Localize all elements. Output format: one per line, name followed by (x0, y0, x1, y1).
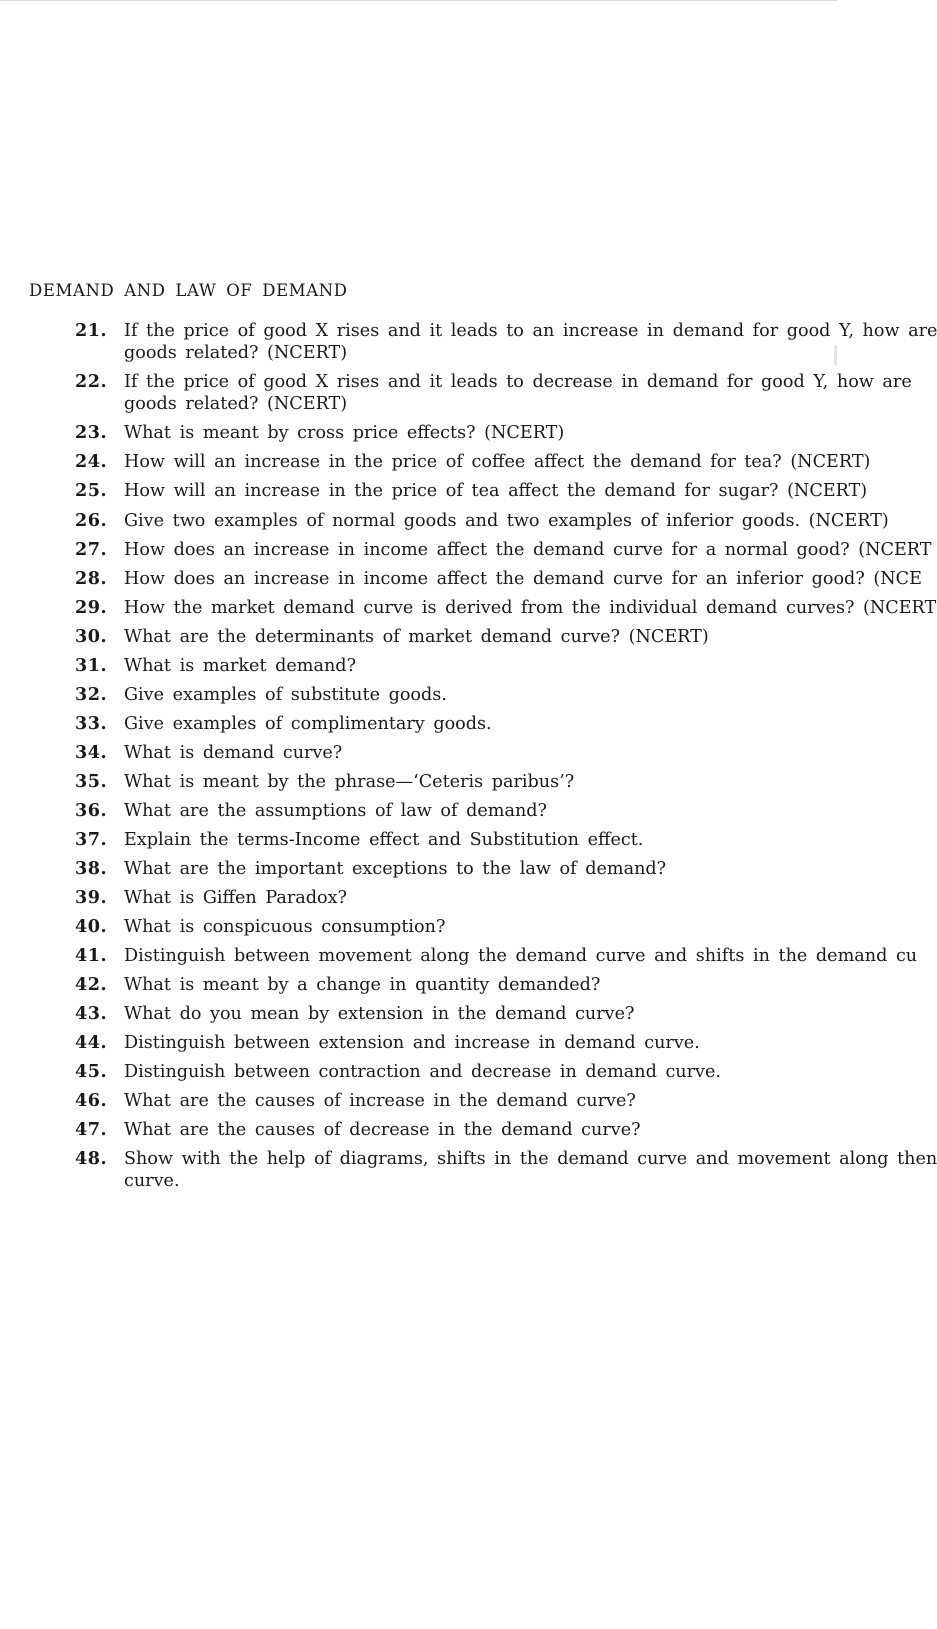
question-text: What is conspicuous consumption? (124, 917, 446, 937)
question-number: 24. (75, 451, 108, 472)
question-text: What are the determinants of market demand curve? (NCERT) (124, 627, 709, 647)
question-text: Give two examples of normal goods and two examples of inferior goods. (NCERT) (124, 511, 889, 531)
question-text (124, 371, 912, 415)
question-number: 23. (75, 422, 108, 443)
question-number: 27. (75, 539, 108, 560)
question-number: 31. (75, 655, 108, 676)
question-text: What is market demand? (124, 656, 357, 676)
question-text-line: If the price of good X rises and it leads to decrease in demand for good Y, how are (124, 372, 912, 392)
question-text-line: goods related? (NCERT) (124, 343, 348, 363)
question-text: What do you mean by extension in the demand curve? (124, 1004, 635, 1024)
question-text: What are the causes of increase in the demand curve? (124, 1091, 636, 1111)
question-text: How will an increase in the price of tea affect the demand for sugar? (NCERT) (124, 481, 868, 501)
question-text: How does an increase in income affect the demand curve for an inferior good? (NCE (124, 569, 922, 589)
question-text: Give examples of substitute goods. (124, 685, 447, 705)
question-text-line: If the price of good X rises and it leads to an increase in demand for good Y, how are (124, 321, 937, 341)
question-number: 46. (75, 1090, 108, 1111)
question-number: 41. (75, 945, 108, 966)
question-text: How the market demand curve is derived from the individual demand curves? (NCERT (124, 598, 937, 618)
question-number: 39. (75, 887, 108, 908)
question-text: What is demand curve? (124, 743, 343, 763)
question-number: 40. (75, 916, 108, 937)
question-number: 34. (75, 742, 108, 763)
question-number: 38. (75, 858, 108, 879)
question-number: 36. (75, 800, 108, 821)
question-text (124, 320, 937, 364)
question-text: What is meant by a change in quantity demanded? (124, 975, 601, 995)
question-text: Distinguish between contraction and decrease in demand curve. (124, 1062, 721, 1082)
question-number: 47. (75, 1119, 108, 1140)
question-number: 29. (75, 597, 108, 618)
question-number: 48. (75, 1148, 108, 1169)
question-text: Distinguish between extension and increase in demand curve. (124, 1033, 700, 1053)
question-text-line: Show with the help of diagrams, shifts in the demand curve and movement along then (124, 1149, 937, 1169)
question-number: 22. (75, 371, 108, 392)
running-head: DEMAND AND LAW OF DEMAND (29, 281, 348, 300)
question-number: 45. (75, 1061, 108, 1082)
question-number: 44. (75, 1032, 108, 1053)
question-text: Give examples of complimentary goods. (124, 714, 492, 734)
question-number: 43. (75, 1003, 108, 1024)
question-text-line: goods related? (NCERT) (124, 394, 348, 414)
question-text: What is Giffen Paradox? (124, 888, 347, 908)
question-text: What is meant by the phrase—‘Ceteris paribus’? (124, 772, 575, 792)
question-text-line: curve. (124, 1171, 180, 1191)
question-text (124, 1148, 937, 1192)
question-number: 30. (75, 626, 108, 647)
question-text: What are the assumptions of law of demand? (124, 801, 547, 821)
question-number: 25. (75, 480, 108, 501)
question-number: 37. (75, 829, 108, 850)
question-number: 32. (75, 684, 108, 705)
question-text: What are the causes of decrease in the demand curve? (124, 1120, 641, 1140)
question-number: 33. (75, 713, 108, 734)
question-text: Explain the terms-Income effect and Substitution effect. (124, 830, 644, 850)
question-number: 28. (75, 568, 108, 589)
question-text: How does an increase in income affect the demand curve for a normal good? (NCERT (124, 540, 932, 560)
question-number: 26. (75, 510, 108, 531)
question-number: 35. (75, 771, 108, 792)
question-text: What are the important exceptions to the law of demand? (124, 859, 667, 879)
question-number: 21. (75, 320, 108, 341)
question-number: 42. (75, 974, 108, 995)
question-text: How will an increase in the price of coffee affect the demand for tea? (NCERT) (124, 452, 871, 472)
question-text: What is meant by cross price effects? (NCERT) (124, 423, 565, 443)
question-text: Distinguish between movement along the demand curve and shifts in the demand cu (124, 946, 918, 966)
